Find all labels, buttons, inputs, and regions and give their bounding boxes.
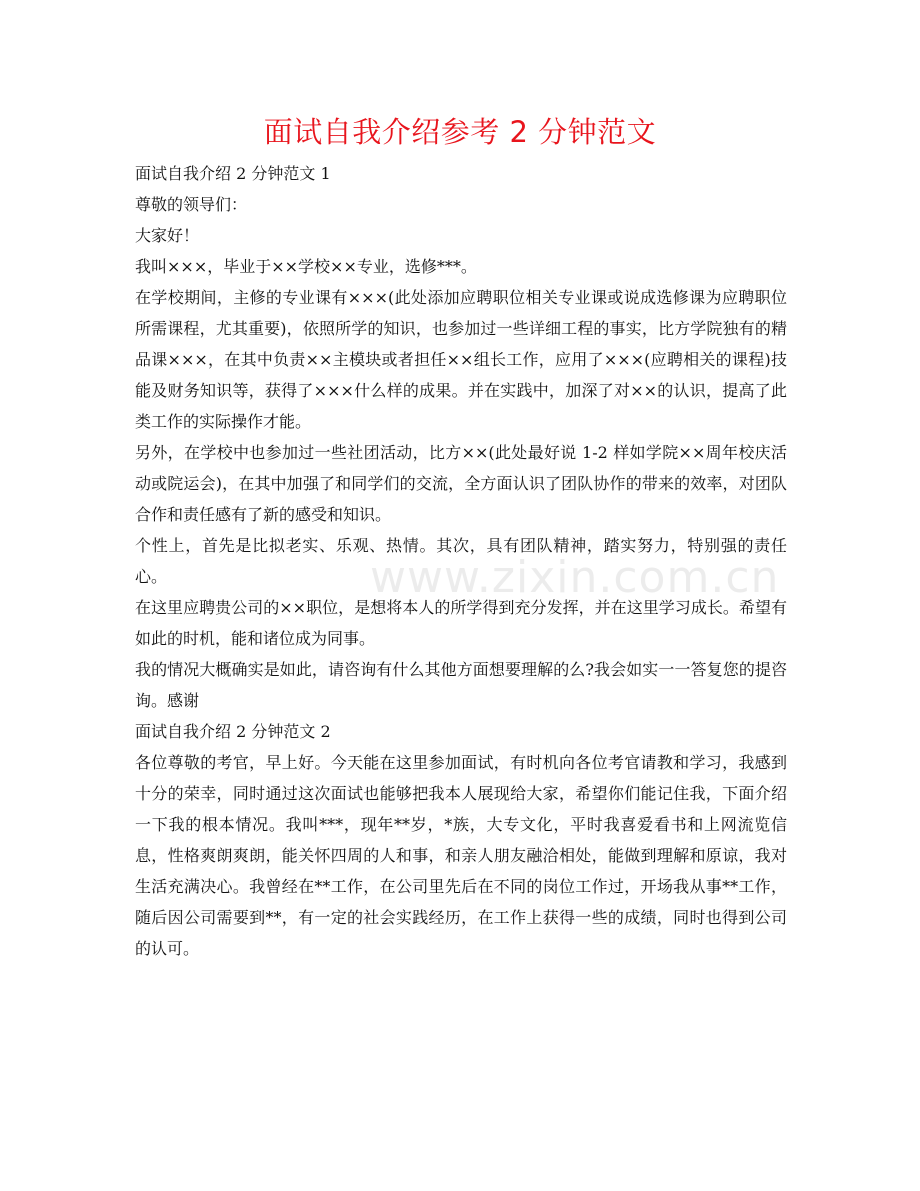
- paragraph-motivation: 在这里应聘贵公司的××职位，是想将本人的所学得到充分发挥，并在这里学习成长。希望有如此的时机，能和诸位成为同事。: [135, 598, 787, 648]
- page-title: 面试自我介绍参考 2 分钟范文: [263, 115, 657, 149]
- paragraph-intro: 我叫×××，毕业于××学校××专业，选修***。: [135, 257, 477, 276]
- document-body: [135, 158, 787, 964]
- paragraph-closing: 我的情况大概确实是如此，请咨询有什么其他方面想要理解的么?我会如实一一答复您的提咨询。感谢: [135, 660, 787, 710]
- paragraph-personality: 个性上，首先是比拟老实、乐观、热情。其次，具有团队精神，踏实努力，特别强的责任心。: [135, 536, 787, 586]
- watermark: www.zixin.com.cn: [370, 552, 780, 603]
- salutation: 尊敬的领导们：: [135, 195, 248, 214]
- paragraph-example-2: 各位尊敬的考官，早上好。今天能在这里参加面试，有时机向各位考官请教和学习，我感到十分的荣幸，同时通过这次面试也能够把我本人展现给大家，希望你们能记住我，下面介绍一下我的根本情况。我叫***，现年**岁，*族，大专文化，平时我喜爱看书和上网流览信息，性格爽朗爽朗，能关怀四周的人和事，和亲人朋友融洽相处，能做到理解和原谅，我对生活充满决心。我曾经在**工作，在公司里先后在不同的岗位工作过，开场我从事**工作，随后因公司需要到**，有一定的社会实践经历，在工作上获得一些的成绩，同时也得到公司的认可。: [135, 753, 787, 958]
- section-heading-2: 面试自我介绍 2 分钟范文 2: [135, 722, 331, 741]
- greeting: 大家好！: [135, 226, 200, 245]
- paragraph-study: 在学校期间，主修的专业课有×××(此处添加应聘职位相关专业课或说成选修课为应聘职位所需课程，尤其重要)，依照所学的知识，也参加过一些详细工程的事实，比方学院独有的精品课×××，在其中负责××主模块或者担任××组长工作，应用了×××(应聘相关的课程)技能及财务知识等，获得了×××什么样的成果。并在实践中，加深了对××的认识，提高了此类工作的实际操作才能。: [135, 288, 787, 431]
- section-heading-1: 面试自我介绍 2 分钟范文 1: [135, 164, 331, 183]
- paragraph-activities: 另外，在学校中也参加过一些社团活动，比方××(此处最好说 1-2 样如学院××周年校庆活动或院运会)，在其中加强了和同学们的交流，全方面认识了团队协作的带来的效率，对团队合作和责任感有了新的感受和知识。: [135, 443, 787, 524]
